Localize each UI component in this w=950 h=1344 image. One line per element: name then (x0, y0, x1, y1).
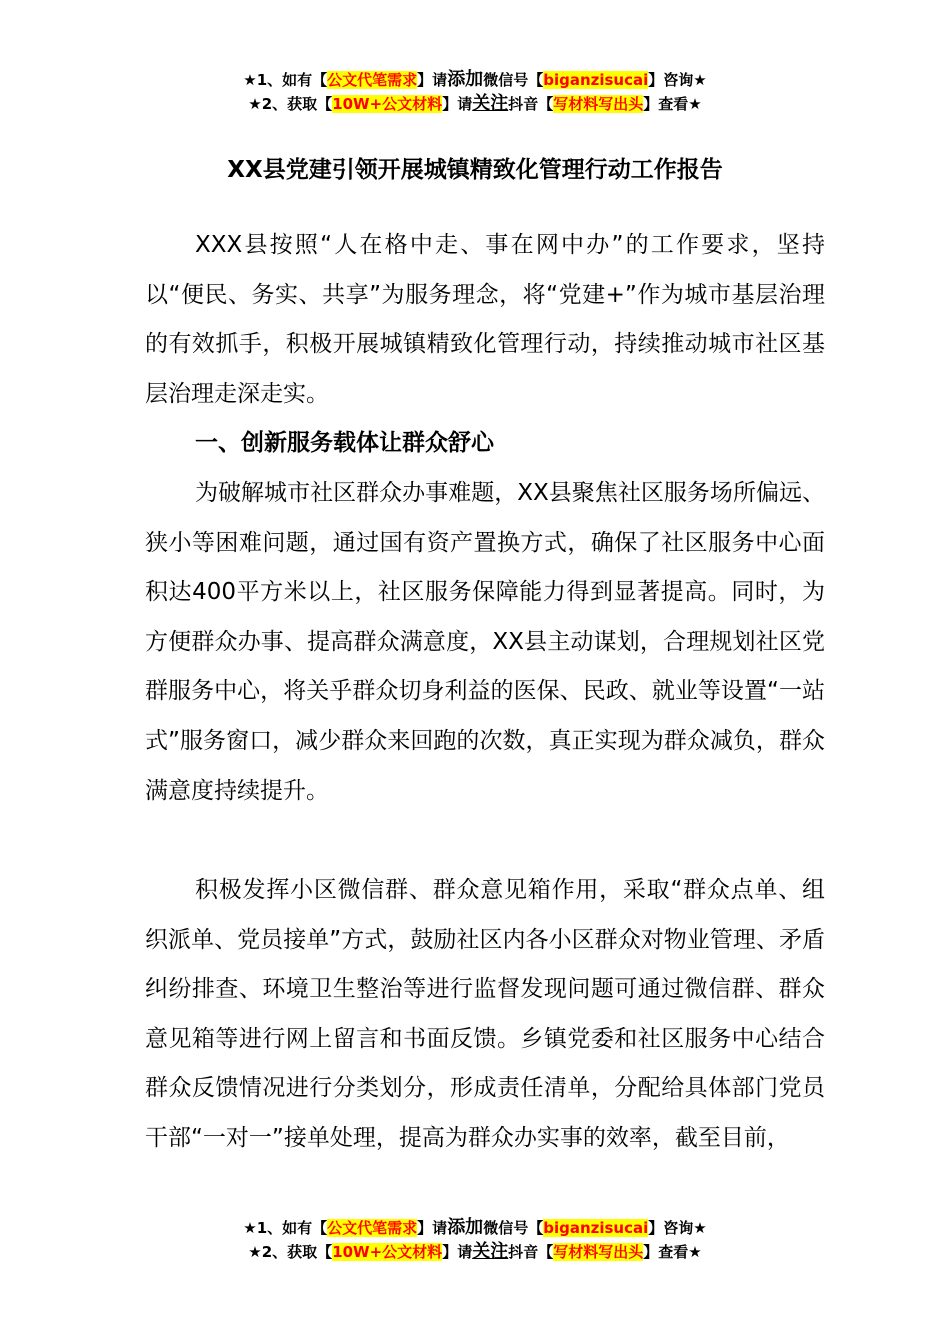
banner-text: 】咨询★ (648, 1219, 707, 1237)
banner-highlight: 写材料写出头 (553, 1243, 644, 1261)
banner-line-1 (0, 68, 950, 92)
banner-emphasis: 关注 (472, 1241, 509, 1262)
banner-text: ★1、如有【 (243, 71, 328, 89)
banner-line-2 (0, 1240, 950, 1264)
banner-emphasis: 添加 (447, 69, 484, 90)
banner-text: 】请 (417, 71, 448, 89)
bottom-banner (0, 1216, 950, 1264)
banner-highlight: 10W+公文材料 (332, 1243, 443, 1261)
banner-text: 】咨询★ (648, 71, 707, 89)
banner-emphasis: 添加 (447, 1217, 484, 1238)
paragraph-intro: XXX县按照“人在格中走、事在网中办”的工作要求，坚持以“便民、务实、共享”为服务理念，将“党建+”作为城市基层治理的有效抓手，积极开展城镇精致化管理行动，持续推动城市社区基层治理走深走实。 (145, 232, 825, 407)
banner-text: ★1、如有【 (243, 1219, 328, 1237)
section-heading-1: 一、创新服务载体让群众舒心 (195, 430, 494, 456)
banner-highlight: 写材料写出头 (553, 95, 644, 113)
banner-text: 】请 (442, 95, 473, 113)
banner-text: 】请 (442, 1243, 473, 1261)
banner-text: ★2、获取【 (248, 1243, 333, 1261)
top-banner (0, 68, 950, 116)
banner-text: 微信号【 (483, 1219, 544, 1237)
paragraph-wechat-feedback: 积极发挥小区微信群、群众意见箱作用，采取“群众点单、组织派单、党员接单”方式，鼓励社区内各小区群众对物业管理、矛盾纠纷排查、环境卫生整治等进行监督发现问题可通过微信群、群众意见箱等进行网上留言和书面反馈。乡镇党委和社区服务中心结合群众反馈情况进行分类划分，形成责任清单，分配给具体部门党员干部“一对一”接单处理，提高为群众办实事的效率，截至目前， (145, 877, 825, 1151)
banner-text: 】查看★ (643, 1243, 702, 1261)
banner-text: 】请 (417, 1219, 448, 1237)
banner-emphasis: 关注 (472, 93, 509, 114)
banner-text: 】查看★ (643, 95, 702, 113)
banner-highlight: biganzisucai (543, 71, 649, 89)
banner-highlight: 10W+公文材料 (332, 95, 443, 113)
banner-text: 微信号【 (483, 71, 544, 89)
banner-text: 抖音【 (508, 1243, 554, 1261)
banner-highlight: 公文代笔需求 (327, 1219, 418, 1237)
paragraph-service-center: 为破解城市社区群众办事难题，XX县聚焦社区服务场所偏远、狭小等困难问题，通过国有资产置换方式，确保了社区服务中心面积达400平方米以上，社区服务保障能力得到显著提高。同时，为方便群众办事、提高群众满意度，XX县主动谋划，合理规划社区党群服务中心，将关乎群众切身利益的医保、民政、就业等设置“一站式”服务窗口，减少群众来回跑的次数，真正实现为群众减负，群众满意度持续提升。 (145, 480, 825, 804)
banner-highlight: 公文代笔需求 (327, 71, 418, 89)
banner-line-2 (0, 92, 950, 116)
document-title: XX县党建引领开展城镇精致化管理行动工作报告 (227, 157, 723, 183)
banner-text: ★2、获取【 (248, 95, 333, 113)
banner-highlight: biganzisucai (543, 1219, 649, 1237)
banner-text: 抖音【 (508, 95, 554, 113)
banner-line-1 (0, 1216, 950, 1240)
